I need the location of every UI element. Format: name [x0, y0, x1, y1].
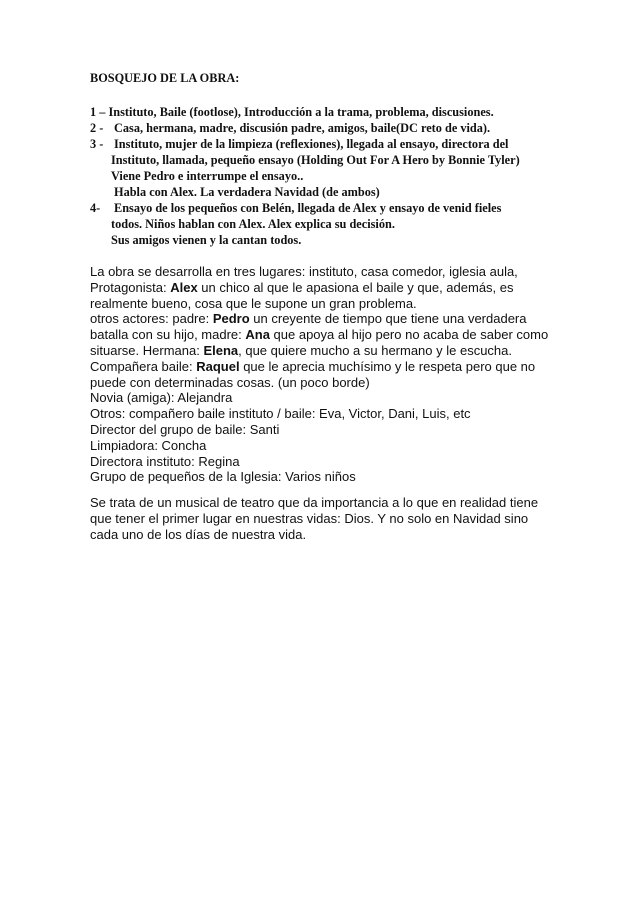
father-label: otros actores: padre:	[90, 311, 213, 327]
closing-paragraph: Se trata de un musical de teatro que da importancia a lo que en realidad tiene que tener el primer lugar en nuestras vidas: Dios. Y no solo en Navidad sino cada uno de los días de nuestra vida.	[90, 495, 539, 542]
mother-description: que apoya al hijo pero no acaba de saber como situarse. Hermana:	[90, 327, 549, 358]
partner-paragraph	[90, 359, 550, 391]
partner-name: Raquel	[196, 358, 240, 374]
outline-line: Habla con Alex. La verdadera Navidad (de ambos)	[114, 185, 380, 199]
father-description: un creyente de tiempo que tiene una verdadera batalla con su hijo, madre:	[90, 311, 527, 343]
outline-number: 3 -	[90, 137, 104, 151]
outline-item-2	[90, 120, 560, 136]
cast-line: Grupo de pequeños de la Iglesia: Varios niños	[90, 469, 356, 485]
father-name: Pedro	[212, 311, 250, 327]
partner-description: que le aprecia muchísimo y le respeta pero que no puede con determinadas cosas. (un poco borde)	[90, 358, 536, 390]
outline-title: BOSQUEJO DE LA OBRA:	[90, 71, 240, 85]
play-description	[90, 264, 550, 543]
outline-item-1	[90, 104, 560, 120]
outline-line: Instituto, mujer de la limpieza (reflexiones), llegada al ensayo, directora del	[114, 137, 509, 151]
outline-line: Viene Pedro e interrumpe el ensayo..	[111, 169, 304, 183]
protagonist-paragraph	[90, 280, 550, 312]
cast-line: Limpiadora: Concha	[90, 437, 207, 453]
outline-line: 1 – Instituto, Baile (footlose), Introducción a la trama, problema, discusiones.	[90, 105, 494, 119]
sister-description: , que quiere mucho a su hermano y le escucha.	[238, 342, 513, 358]
sister-name: Elena	[203, 342, 239, 358]
partner-label: Compañera baile:	[90, 358, 197, 374]
outline-line: todos. Niños hablan con Alex. Alex explica su decisión.	[111, 217, 395, 231]
play-outline	[90, 70, 560, 248]
cast-line: Otros: compañero baile instituto / baile: Eva, Victor, Dani, Luis, etc	[90, 406, 471, 422]
outline-line: Ensayo de los pequeños con Belén, llegada de Alex y ensayo de venid fieles	[114, 201, 502, 215]
outline-item-3	[90, 136, 560, 200]
paragraph-gap	[90, 485, 550, 495]
family-paragraph	[90, 311, 550, 358]
outline-number: 2 -	[90, 121, 104, 135]
protagonist-label: Protagonista:	[90, 279, 171, 295]
cast-line: Novia (amiga): Alejandra	[90, 390, 233, 406]
outline-line: Casa, hermana, madre, discusión padre, amigos, baile(DC reto de vida).	[114, 121, 491, 135]
outline-line: Instituto, llamada, pequeño ensayo (Holding Out For A Hero by Bonnie Tyler)	[111, 153, 520, 167]
cast-line: Director del grupo de baile: Santi	[90, 421, 280, 437]
intro-paragraph: La obra se desarrolla en tres lugares: instituto, casa comedor, iglesia aula,	[90, 264, 518, 279]
outline-line: Sus amigos vienen y la cantan todos.	[111, 233, 302, 247]
protagonist-name: Alex	[170, 279, 198, 295]
protagonist-description: un chico al que le apasiona el baile y que, además, es realmente bueno, cosa que le supone un gran problema.	[90, 279, 514, 311]
mother-name: Ana	[245, 327, 270, 343]
outline-number: 4-	[90, 201, 101, 215]
cast-line: Directora instituto: Regina	[90, 453, 240, 469]
outline-item-4	[90, 200, 560, 248]
